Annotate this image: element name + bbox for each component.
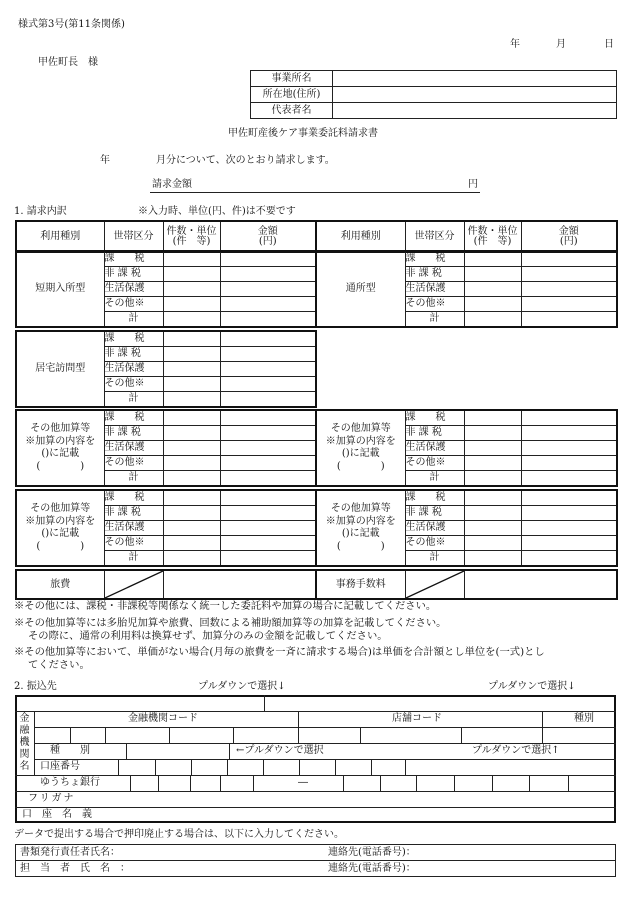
amount-cell[interactable] <box>521 251 617 267</box>
amount-total <box>521 312 617 328</box>
block-addition-4 <box>315 489 618 567</box>
amount-cell[interactable] <box>521 521 617 536</box>
representative-field[interactable] <box>333 103 617 119</box>
note-3: その際に、通常の利用料は換算せず、加算分のみの金額を記載してください。 <box>28 630 388 642</box>
account-cell-divider <box>155 759 156 775</box>
header-right <box>315 220 618 253</box>
count-total <box>464 551 521 567</box>
cat-taxed: 課 税 <box>405 490 464 506</box>
block-home-visit <box>15 330 317 408</box>
count-cell[interactable] <box>163 426 220 441</box>
cat-taxed: 課 税 <box>104 490 163 506</box>
travel-amount[interactable] <box>163 570 316 599</box>
amount-total <box>521 471 617 487</box>
amount-cell[interactable] <box>220 456 316 471</box>
count-cell[interactable] <box>163 536 220 551</box>
col-category: 世帯区分 <box>405 221 464 252</box>
cat-other: その他※ <box>405 456 464 471</box>
contact1-label: 連絡先(電話番号)： <box>328 847 416 858</box>
cat-total: 計 <box>104 392 163 408</box>
amount-cell[interactable] <box>521 490 617 506</box>
admin-fee-label: 事務手数料 <box>316 570 405 599</box>
code-cell-divider <box>461 727 462 743</box>
claim-unit: 円 <box>468 179 478 190</box>
count-cell[interactable] <box>464 282 521 297</box>
code-cell-divider <box>169 727 170 743</box>
cat-nontaxed: 非 課 税 <box>405 426 464 441</box>
type-short-stay: 短期入所型 <box>16 251 104 327</box>
block-day-care <box>315 250 618 328</box>
count-cell[interactable] <box>163 267 220 282</box>
yucho-cell-divider <box>343 775 344 791</box>
business-name-field[interactable] <box>333 71 617 87</box>
note-2: ※その他加算等には多胎児加算や旅費、回数による補助額加算等の加算を記載してください。 <box>14 617 447 629</box>
staff-label: 担 当 者 氏 名 ： <box>20 863 130 874</box>
cat-welfare: 生活保護 <box>104 282 163 297</box>
block-short-stay <box>15 250 317 328</box>
seal-instruction: データで提出する場合で押印廃止する場合は、以下に入力してください。 <box>14 829 344 840</box>
amount-cell[interactable] <box>220 521 316 536</box>
col-count: 件数・単位 (件 等) <box>464 221 521 252</box>
yucho-cell-divider <box>568 775 569 791</box>
count-cell[interactable] <box>163 282 220 297</box>
count-cell[interactable] <box>464 410 521 426</box>
page-title: 甲佐町産後ケア事業委託料請求書 <box>228 128 378 139</box>
col-amount: 金額 (円) <box>521 221 617 252</box>
cat-total: 計 <box>104 312 163 328</box>
amount-total <box>220 551 316 567</box>
code-digit-cells[interactable] <box>35 727 616 743</box>
furigana-field[interactable] <box>130 791 616 807</box>
branch-code-label: 店舗コード <box>392 713 442 724</box>
cat-other: その他※ <box>104 456 163 471</box>
bank-divider <box>15 711 616 712</box>
note-5: てください。 <box>28 659 90 671</box>
code-cell-divider <box>233 727 234 743</box>
header-left <box>15 220 317 253</box>
diagonal-slash-icon <box>406 571 464 598</box>
pulldown-left-hint: ←プルダウンで選択 <box>236 745 324 756</box>
cat-total: 計 <box>405 312 464 328</box>
yucho-cell-divider <box>253 775 254 791</box>
admin-fee-slash <box>405 570 464 599</box>
account-number-cells[interactable] <box>118 759 406 775</box>
col-count: 件数・単位 (件 等) <box>163 221 220 252</box>
issuer-field[interactable] <box>140 844 320 860</box>
amount-cell[interactable] <box>220 441 316 456</box>
amount-cell[interactable] <box>220 377 316 392</box>
yucho-cell-divider <box>158 775 159 791</box>
col-type: 利用種別 <box>316 221 405 252</box>
cat-taxed: 課 税 <box>405 251 464 267</box>
date-month: 月 <box>556 39 566 50</box>
code-cell-divider <box>360 727 361 743</box>
type-addition: その他加算等 ※加算の内容を ()に記載 ( ) <box>316 490 405 566</box>
yucho-cell-divider <box>416 775 417 791</box>
code-cell-divider <box>70 727 71 743</box>
account-type-select[interactable] <box>126 743 230 759</box>
amount-cell[interactable] <box>220 251 316 267</box>
cat-other: その他※ <box>405 297 464 312</box>
count-total <box>163 312 220 328</box>
holder-field[interactable] <box>130 807 616 823</box>
account-cell-divider <box>263 759 264 775</box>
cat-nontaxed: 非 課 税 <box>405 506 464 521</box>
yucho-dash: ― <box>298 777 308 788</box>
count-cell[interactable] <box>163 441 220 456</box>
amount-cell[interactable] <box>220 297 316 312</box>
section2-label: 2. 振込先 <box>14 681 57 692</box>
cat-nontaxed: 非 課 税 <box>104 426 163 441</box>
block-addition-2 <box>315 409 618 487</box>
amount-cell[interactable] <box>220 506 316 521</box>
count-total <box>464 471 521 487</box>
bank-select-1[interactable] <box>35 695 265 711</box>
yucho-label: ゆうちょ銀行 <box>40 777 100 788</box>
count-cell[interactable] <box>163 331 220 347</box>
amount-cell[interactable] <box>220 347 316 362</box>
count-cell[interactable] <box>163 347 220 362</box>
amount-cell[interactable] <box>521 267 617 282</box>
cat-nontaxed: 非 課 税 <box>405 267 464 282</box>
type-label: 種 別 <box>50 745 90 756</box>
bank-side-label: 金 融 機 関 名 <box>15 711 35 775</box>
col-amount: 金額 (円) <box>220 221 316 252</box>
holder-label: 口 座 名 義 <box>22 809 92 820</box>
count-cell[interactable] <box>163 297 220 312</box>
amount-cell[interactable] <box>521 410 617 426</box>
cat-taxed: 課 税 <box>104 331 163 347</box>
cat-total: 計 <box>104 551 163 567</box>
count-cell[interactable] <box>464 297 521 312</box>
cat-total: 計 <box>405 551 464 567</box>
note-1: ※その他には、課税・非課税等関係なく統一した委託料や加算の場合に記載してください。 <box>14 600 437 612</box>
block-addition-3 <box>15 489 317 567</box>
count-cell[interactable] <box>464 426 521 441</box>
count-cell[interactable] <box>163 456 220 471</box>
cat-taxed: 課 税 <box>104 410 163 426</box>
claim-label: 請求金額 <box>152 179 192 190</box>
contact1-field[interactable] <box>438 844 614 860</box>
type-addition: その他加算等 ※加算の内容を ()に記載 ( ) <box>316 410 405 486</box>
kind-label: 種別 <box>574 713 594 724</box>
cat-welfare: 生活保護 <box>104 441 163 456</box>
count-cell[interactable] <box>163 410 220 426</box>
cat-welfare: 生活保護 <box>405 282 464 297</box>
travel-row <box>15 569 317 600</box>
count-cell[interactable] <box>464 506 521 521</box>
cat-other: その他※ <box>104 297 163 312</box>
staff-field[interactable] <box>140 861 320 877</box>
type-addition: その他加算等 ※加算の内容を ()に記載 ( ) <box>16 410 104 486</box>
applicant-table <box>250 70 617 119</box>
code-cell-divider <box>105 727 106 743</box>
pulldown-hint-1: プルダウンで選択↓ <box>198 681 286 692</box>
cat-welfare: 生活保護 <box>104 362 163 377</box>
issuer-label: 書類発行責任者氏名： <box>20 847 120 858</box>
account-cell-divider <box>227 759 228 775</box>
amount-cell[interactable] <box>220 282 316 297</box>
yucho-cell-divider <box>220 775 221 791</box>
section1-note: ※入力時、単位(円、件)は不要です <box>138 206 296 217</box>
pulldown-right-hint: プルダウンで選択↑ <box>472 745 560 756</box>
cat-other: その他※ <box>104 377 163 392</box>
travel-slash <box>104 570 163 599</box>
account-number-label: 口座番号 <box>40 761 80 772</box>
count-cell[interactable] <box>464 441 521 456</box>
yucho-cells[interactable] <box>130 775 616 791</box>
count-total <box>464 312 521 328</box>
amount-cell[interactable] <box>521 282 617 297</box>
admin-fee-amount[interactable] <box>464 570 617 599</box>
intro-text: 月分について、次のとおり請求します。 <box>156 155 335 166</box>
account-cell-divider <box>335 759 336 775</box>
count-cell[interactable] <box>464 251 521 267</box>
amount-total <box>220 312 316 328</box>
address-label: 所在地(住所) <box>251 87 333 103</box>
yucho-cell-divider <box>529 775 530 791</box>
addressee: 甲佐町長 様 <box>38 57 98 68</box>
count-total <box>163 471 220 487</box>
count-cell[interactable] <box>464 267 521 282</box>
cat-nontaxed: 非 課 税 <box>104 267 163 282</box>
count-cell[interactable] <box>163 362 220 377</box>
amount-total <box>220 471 316 487</box>
travel-label: 旅費 <box>16 570 104 599</box>
cat-welfare: 生活保護 <box>104 521 163 536</box>
bank-code-label: 金融機関コード <box>128 713 198 724</box>
amount-cell[interactable] <box>521 506 617 521</box>
note-4: ※その他加算等において、単価がない場合(月毎の旅費を一斉に請求する場合)は単価を合計額とし単位を(一式)とし <box>14 646 545 658</box>
contact2-field[interactable] <box>438 861 614 877</box>
amount-cell[interactable] <box>521 297 617 312</box>
representative-label: 代表者名 <box>251 103 333 119</box>
count-cell[interactable] <box>464 536 521 551</box>
cat-other: その他※ <box>104 536 163 551</box>
amount-cell[interactable] <box>521 426 617 441</box>
contact2-label: 連絡先(電話番号)： <box>328 863 416 874</box>
yucho-cell-divider <box>492 775 493 791</box>
business-name-label: 事業所名 <box>251 71 333 87</box>
furigana-label: フリガナ <box>28 793 76 804</box>
diagonal-slash-icon <box>105 571 163 598</box>
cat-nontaxed: 非 課 税 <box>104 506 163 521</box>
amount-cell[interactable] <box>220 490 316 506</box>
address-field[interactable] <box>333 87 617 103</box>
section1-label: 1. 請求内訳 <box>14 206 67 217</box>
count-total <box>163 392 220 408</box>
amount-total <box>521 551 617 567</box>
claim-underline <box>150 192 480 193</box>
cat-taxed: 課 税 <box>104 251 163 267</box>
pulldown-hint-2: プルダウンで選択↓ <box>488 681 576 692</box>
bank-divider <box>35 743 616 744</box>
amount-cell[interactable] <box>521 456 617 471</box>
amount-cell[interactable] <box>220 362 316 377</box>
count-cell[interactable] <box>464 521 521 536</box>
date-year: 年 <box>510 39 520 50</box>
cat-welfare: 生活保護 <box>405 521 464 536</box>
type-addition: その他加算等 ※加算の内容を ()に記載 ( ) <box>16 490 104 566</box>
amount-cell[interactable] <box>220 536 316 551</box>
count-cell[interactable] <box>163 251 220 267</box>
block-addition-1 <box>15 409 317 487</box>
count-cell[interactable] <box>163 521 220 536</box>
cat-other: その他※ <box>405 536 464 551</box>
account-cell-divider <box>191 759 192 775</box>
amount-total <box>220 392 316 408</box>
date-day: 日 <box>604 39 614 50</box>
account-cell-divider <box>299 759 300 775</box>
yucho-cell-divider <box>454 775 455 791</box>
col-category: 世帯区分 <box>104 221 163 252</box>
count-cell[interactable] <box>163 377 220 392</box>
account-cell-divider <box>371 759 372 775</box>
yucho-cell-divider <box>190 775 191 791</box>
cat-welfare: 生活保護 <box>405 441 464 456</box>
amount-cell[interactable] <box>521 536 617 551</box>
intro-year: 年 <box>100 155 110 166</box>
amount-cell[interactable] <box>220 267 316 282</box>
cat-total: 計 <box>405 471 464 487</box>
type-day-care: 通所型 <box>316 251 405 327</box>
count-cell[interactable] <box>163 490 220 506</box>
amount-cell[interactable] <box>220 331 316 347</box>
type-home-visit: 居宅訪問型 <box>16 331 104 407</box>
amount-cell[interactable] <box>220 426 316 441</box>
count-cell[interactable] <box>464 456 521 471</box>
cat-total: 計 <box>104 471 163 487</box>
form-number: 様式第3号(第11条関係) <box>18 19 125 30</box>
amount-cell[interactable] <box>220 410 316 426</box>
count-total <box>163 551 220 567</box>
count-cell[interactable] <box>163 506 220 521</box>
amount-cell[interactable] <box>521 441 617 456</box>
yucho-cell-divider <box>380 775 381 791</box>
admin-fee-row <box>315 569 618 600</box>
col-type: 利用種別 <box>16 221 104 252</box>
bank-select-2[interactable] <box>265 695 616 711</box>
cat-taxed: 課 税 <box>405 410 464 426</box>
count-cell[interactable] <box>464 490 521 506</box>
cat-nontaxed: 非 課 税 <box>104 347 163 362</box>
